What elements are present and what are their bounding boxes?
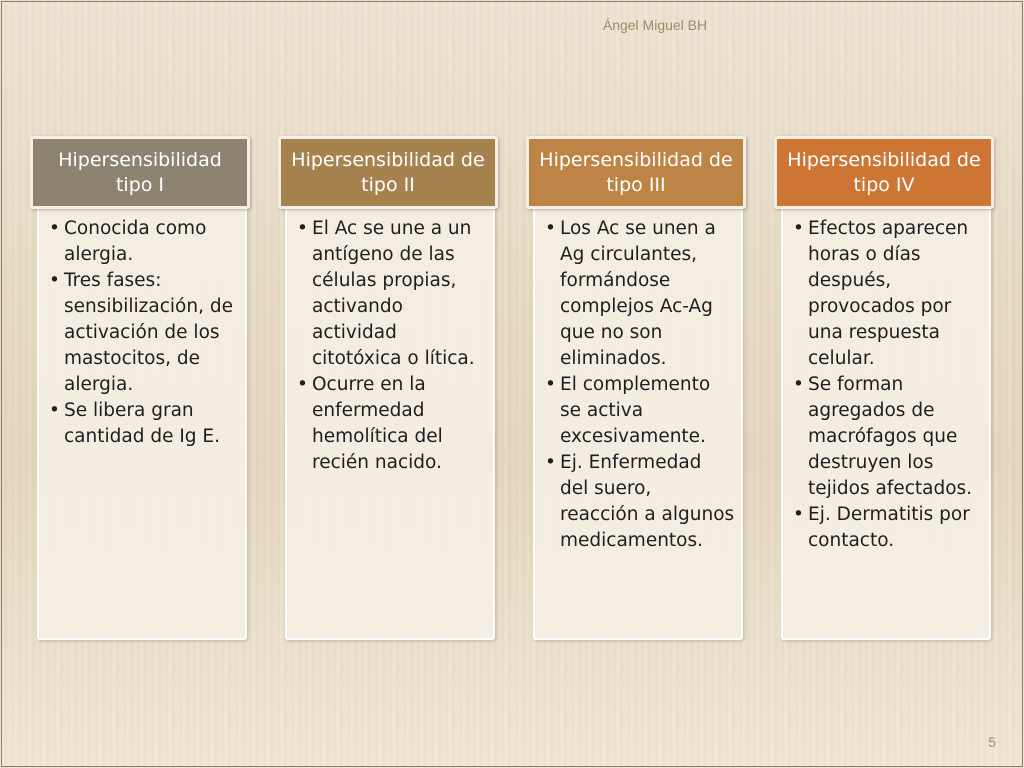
column-header — [774, 136, 994, 209]
bullet-list — [39, 200, 245, 450]
bullet-item: • Ej. Enfermedad del suero, reacción a algunos medicamentos. — [545, 450, 735, 554]
column-header — [278, 136, 498, 209]
bullet-item: • Se libera gran cantidad de Ig E. — [49, 398, 239, 450]
column-title: Hipersensibilidad de tipo III — [539, 148, 733, 196]
column-header — [526, 136, 746, 209]
bullet-item: • El Ac se une a un antígeno de las células propias, activando actividad citotóxica o lítica. — [297, 216, 487, 372]
column-title: Hipersensibilidad de tipo IV — [787, 148, 981, 196]
column-body — [781, 198, 991, 640]
bullet-item: • Tres fases: sensibilización, de activación de los mastocitos, de alergia. — [49, 268, 239, 398]
bullet-item: • Los Ac se unen a Ag circulantes, formándose complejos Ac-Ag que no son eliminados. — [545, 216, 735, 372]
bullet-list — [287, 200, 493, 476]
author-label: Ángel Miguel BH — [602, 17, 708, 33]
bullet-item: • Efectos aparecen horas o días después, provocados por una respuesta celular. — [793, 216, 983, 372]
column-body — [37, 198, 247, 640]
bullet-item: • Conocida como alergia. — [49, 216, 239, 268]
bullet-item: • Ocurre en la enfermedad hemolítica del recién nacido. — [297, 372, 487, 476]
column-title: Hipersensibilidad de tipo II — [291, 148, 485, 196]
column-body — [285, 198, 495, 640]
bullet-item: • El complemento se activa excesivamente. — [545, 372, 735, 450]
bullet-item: • Ej. Dermatitis por contacto. — [793, 502, 983, 554]
page-number: 5 — [988, 734, 996, 750]
column-header — [30, 136, 250, 209]
bullet-item: • Se forman agregados de macrófagos que destruyen los tejidos afectados. — [793, 372, 983, 502]
bullet-list — [783, 200, 989, 554]
bullet-list — [535, 200, 741, 554]
column-title: Hipersensibilidad tipo I — [58, 148, 222, 196]
column-body — [533, 198, 743, 640]
